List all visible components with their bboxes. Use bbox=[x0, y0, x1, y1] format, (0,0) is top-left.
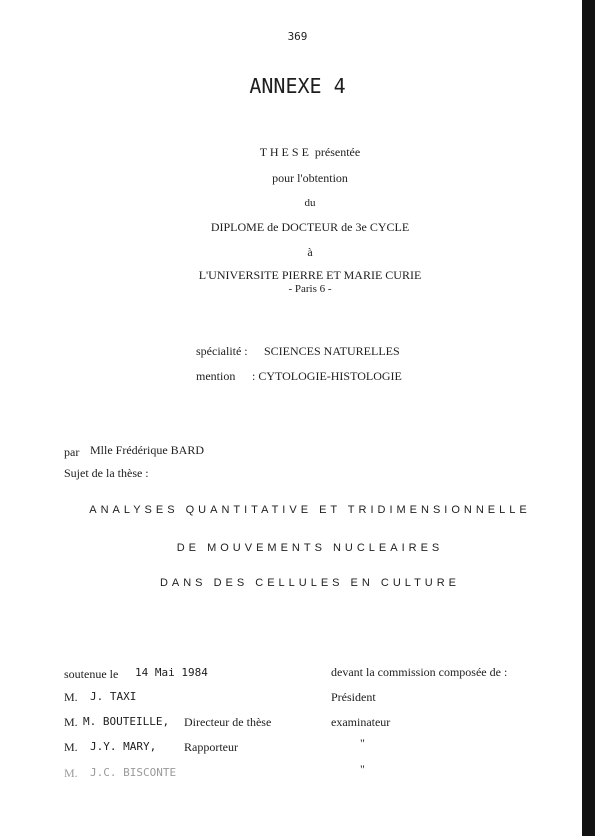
jury-name: J.Y. MARY, bbox=[90, 740, 157, 753]
jury-name: J.C. BISCONTE bbox=[90, 766, 177, 779]
specialty-label: spécialité : bbox=[196, 344, 248, 358]
author-prefix: par bbox=[64, 445, 80, 459]
diploma-line: DIPLOME de DOCTEUR de 3e CYCLE bbox=[210, 220, 410, 234]
du-line: du bbox=[304, 197, 316, 209]
jury-name: J. TAXI bbox=[90, 690, 137, 703]
jury-title: M. bbox=[64, 766, 78, 780]
defense-date: 14 Mai 1984 bbox=[135, 666, 208, 679]
jury-role: examinateur bbox=[331, 715, 391, 729]
mention-value: : CYTOLOGIE-HISTOLOGIE bbox=[252, 369, 402, 383]
for-obtaining-line: pour l'obtention bbox=[272, 171, 348, 185]
jury-name: M. BOUTEILLE, bbox=[83, 715, 170, 728]
a-line: à bbox=[307, 245, 313, 259]
specialty-value: SCIENCES NATURELLES bbox=[264, 344, 400, 358]
university-line: L'UNIVERSITE PIERRE ET MARIE CURIE bbox=[198, 268, 422, 282]
mention-label: mention bbox=[196, 369, 236, 383]
jury-note: Rapporteur bbox=[184, 740, 238, 754]
defense-label: soutenue le bbox=[64, 667, 119, 681]
jury-role: Président bbox=[331, 690, 376, 704]
jury-role: " bbox=[360, 736, 365, 750]
author-name: Mlle Frédérique BARD bbox=[90, 443, 204, 457]
scan-dark-edge bbox=[582, 0, 595, 836]
thesis-title-line-3: DANS DES CELLULES EN CULTURE bbox=[159, 577, 461, 589]
jury-title: M. bbox=[64, 715, 78, 729]
page-number: 369 bbox=[287, 30, 308, 43]
paris-line: - Paris 6 - bbox=[288, 283, 332, 295]
thesis-presented-line: T H E S E présentée bbox=[259, 145, 361, 159]
committee-intro: devant la commission composée de : bbox=[331, 665, 508, 679]
thesis-title-line-1: ANALYSES QUANTITATIVE ET TRIDIMENSIONNELLE bbox=[89, 504, 531, 516]
subject-label: Sujet de la thèse : bbox=[64, 466, 149, 480]
jury-note: Directeur de thèse bbox=[184, 715, 272, 729]
jury-title: M. bbox=[64, 690, 78, 704]
jury-title: M. bbox=[64, 740, 78, 754]
jury-role: " bbox=[360, 762, 365, 776]
thesis-title-line-2: DE MOUVEMENTS NUCLEAIRES bbox=[176, 542, 444, 554]
annex-title: ANNEXE 4 bbox=[249, 74, 346, 98]
